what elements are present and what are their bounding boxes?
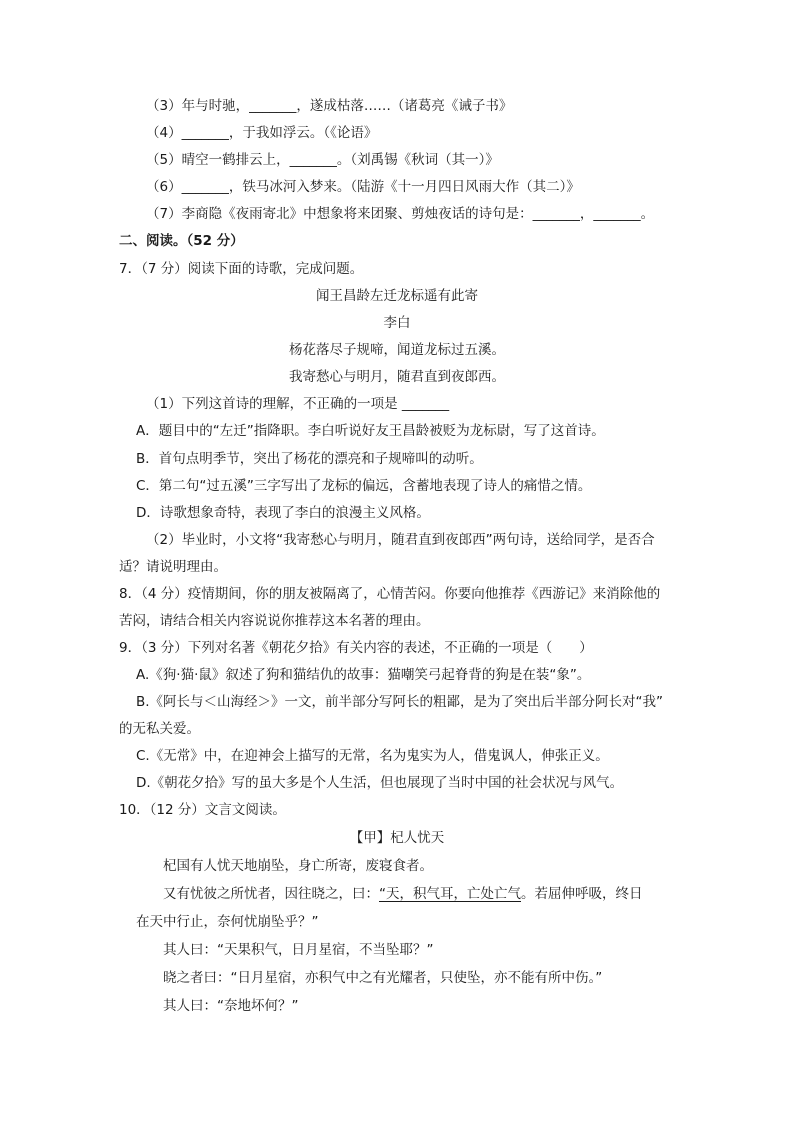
section-heading-reading: 二、阅读。（52 分） [119, 233, 244, 249]
q7-stem: 7．（7 分）阅读下面的诗歌，完成问题。 [119, 261, 364, 277]
q9-option-a: A.《狗·猫·鼠》叙述了狗和猫结仇的故事：猫嘲笑弓起脊背的狗是在装“象”。 [136, 667, 591, 683]
q6-item-4: （4）_______，于我如浮云。（《论语》 [146, 125, 378, 141]
q9-stem: 9．（3 分）下列对名著《朝花夕拾》有关内容的表述，不正确的一项是（ ） [119, 640, 593, 656]
q7-option-a: A．题目中的“左迁”指降职。李白听说好友王昌龄被贬为龙标尉，写了这首诗。 [136, 423, 605, 439]
passage-title: 【甲】杞人忧天 [349, 830, 445, 846]
q7-option-c: C．第二句“过五溪”三字写出了龙标的偏远，含蓄地表现了诗人的痛惜之情。 [136, 478, 592, 494]
q6-item-7: （7）李商隐《夜雨寄北》中想象将来团聚、剪烛夜话的诗句是：_______，_______。 [146, 206, 655, 222]
q9-option-c: C.《无常》中，在迎神会上描写的无常，名为鬼实为人，借鬼讽人，伸张正义。 [136, 748, 609, 764]
passage-paragraph-5: 其人曰：“奈地坏何？” [163, 998, 299, 1014]
passage-paragraph-2-line-1 [163, 884, 643, 904]
q7-option-b: B．首句点明季节，突出了杨花的漂亮和子规啼叫的动听。 [136, 451, 483, 467]
q8-line-1: 8．（4 分）疫情期间，你的朋友被隔离了，心情苦闷。你要向他推荐《西游记》来消除他的 [119, 586, 661, 602]
passage-paragraph-1: 杞国有人忧天地崩坠，身亡所寄，废寝食者。 [163, 858, 433, 874]
q9-option-b-line-1: B.《阿长与＜山海经＞》一文，前半部分写阿长的粗鄙，是为了突出后半部分阿长对“我” [136, 694, 664, 710]
q10-stem: 10．（12 分）文言文阅读。 [119, 802, 286, 818]
passage-paragraph-2-line-2: 在天中行止，奈何忧崩坠乎？” [136, 914, 319, 930]
q6-item-3: （3）年与时驰，_______，遂成枯落……（诸葛亮《诫子书》 [146, 98, 513, 114]
q7-sub-question-1: （1）下列这首诗的理解，不正确的一项是 _______ [146, 396, 450, 412]
passage-paragraph-2-tail: 。若屈伸呼吸，终日 [521, 886, 643, 902]
poem-author: 李白 [383, 315, 411, 331]
q7-sub-question-2-line-2: 适？请说明理由。 [119, 559, 227, 575]
q6-item-6: （6）_______，铁马冰河入梦来。（陆游《十一月四日风雨大作（其二）》 [146, 179, 580, 195]
underlined-sentence: “天，积气耳，亡处亡气 [379, 886, 521, 902]
passage-paragraph-3: 其人曰：“天果积气，日月星宿，不当坠耶？” [163, 942, 434, 958]
q9-option-d: D.《朝花夕拾》写的虽大多是个人生活，但也展现了当时中国的社会状况与风气。 [136, 775, 624, 791]
q6-item-5: （5）晴空一鹤排云上，_______。（刘禹锡《秋词（其一）》 [146, 152, 499, 168]
poem-line-2: 我寄愁心与明月，随君直到夜郎西。 [289, 369, 505, 385]
q8-line-2: 苦闷，请结合相关内容说说你推荐这本名著的理由。 [119, 613, 430, 629]
q7-option-d: D．诗歌想象奇特，表现了李白的浪漫主义风格。 [136, 505, 430, 521]
q7-sub-question-2-line-1: （2）毕业时，小文将“我寄愁心与明月，随君直到夜郎西”两句诗，送给同学，是否合 [146, 532, 655, 548]
poem-title: 闻王昌龄左迁龙标遥有此寄 [316, 288, 478, 304]
passage-paragraph-2-lead: 又有忧彼之所忧者，因往晓之，曰： [163, 886, 379, 902]
poem-line-1: 杨花落尽子规啼，闻道龙标过五溪。 [289, 342, 505, 358]
q9-option-b-line-2: 的无私关爱。 [119, 721, 200, 737]
passage-paragraph-4: 晓之者曰：“日月星宿，亦积气中之有光耀者，只使坠，亦不能有所中伤。” [163, 970, 603, 986]
